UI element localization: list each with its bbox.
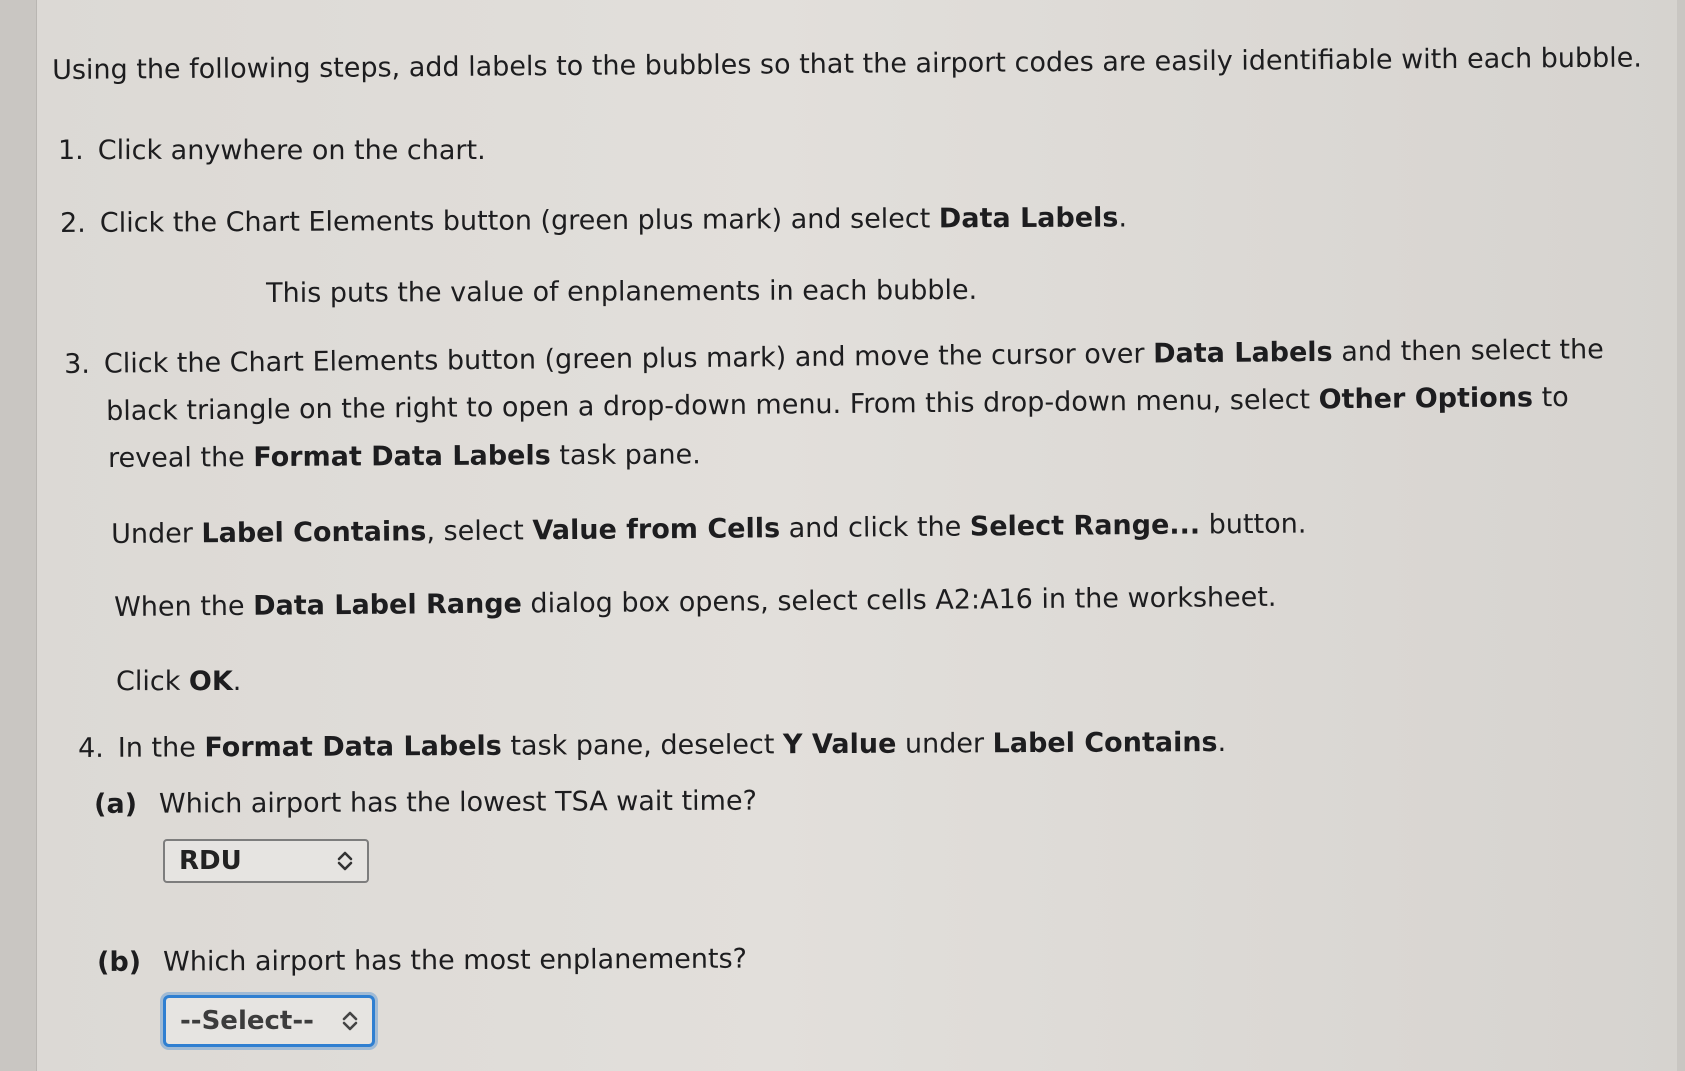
step-4-number: 4.	[78, 732, 104, 764]
question-a	[94, 785, 757, 822]
step-1-text: Click anywhere on the chart.	[97, 135, 486, 166]
question-a-select[interactable]	[163, 839, 369, 883]
step-2-number: 2.	[60, 207, 86, 239]
question-b-select[interactable]	[163, 995, 375, 1047]
step-2-note: This puts the value of enplanements in each bubble.	[266, 274, 978, 309]
step-3-ok: Click OK.	[116, 666, 242, 697]
step-3-line-1: 3. Click the Chart Elements button (green plus mark) and move the cursor over Data Labels and then select the	[64, 334, 1604, 380]
question-b	[97, 943, 747, 980]
step-3-line-3: reveal the Format Data Labels task pane.	[108, 439, 701, 474]
step-3-when: When the Data Label Range dialog box opens, select cells A2:A16 in the worksheet.	[114, 581, 1277, 623]
chevron-up-down-icon	[340, 1010, 360, 1032]
question-a-letter: (a)	[94, 788, 138, 820]
question-a-selected-value: RDU	[179, 846, 242, 876]
question-b-selected-value: --Select--	[180, 1006, 314, 1036]
step-2-bold: Data Labels	[938, 202, 1119, 235]
intro-text: Using the following steps, add labels to the bubbles so that the airport codes are easily identifiable with each bubble.	[52, 42, 1643, 86]
step-3-number: 3.	[64, 348, 91, 380]
question-b-letter: (b)	[97, 946, 142, 978]
step-1-number: 1.	[58, 135, 84, 166]
step-2: 2. Click the Chart Elements button (green plus mark) and select Data Labels.	[60, 202, 1128, 239]
chevron-up-down-icon	[335, 850, 355, 872]
step-3-line-2: black triangle on the right to open a drop-down menu. From this drop-down menu, select Other Options to	[106, 381, 1569, 427]
question-b-text: Which airport has the most enplanements?	[163, 943, 748, 978]
step-1	[58, 134, 486, 168]
question-a-text: Which airport has the lowest TSA wait time?	[158, 785, 757, 820]
step-4: 4. In the Format Data Labels task pane, deselect Y Value under Label Contains.	[78, 726, 1227, 764]
step-3-under: Under Label Contains, select Value from Cells and click the Select Range... button.	[111, 508, 1307, 550]
